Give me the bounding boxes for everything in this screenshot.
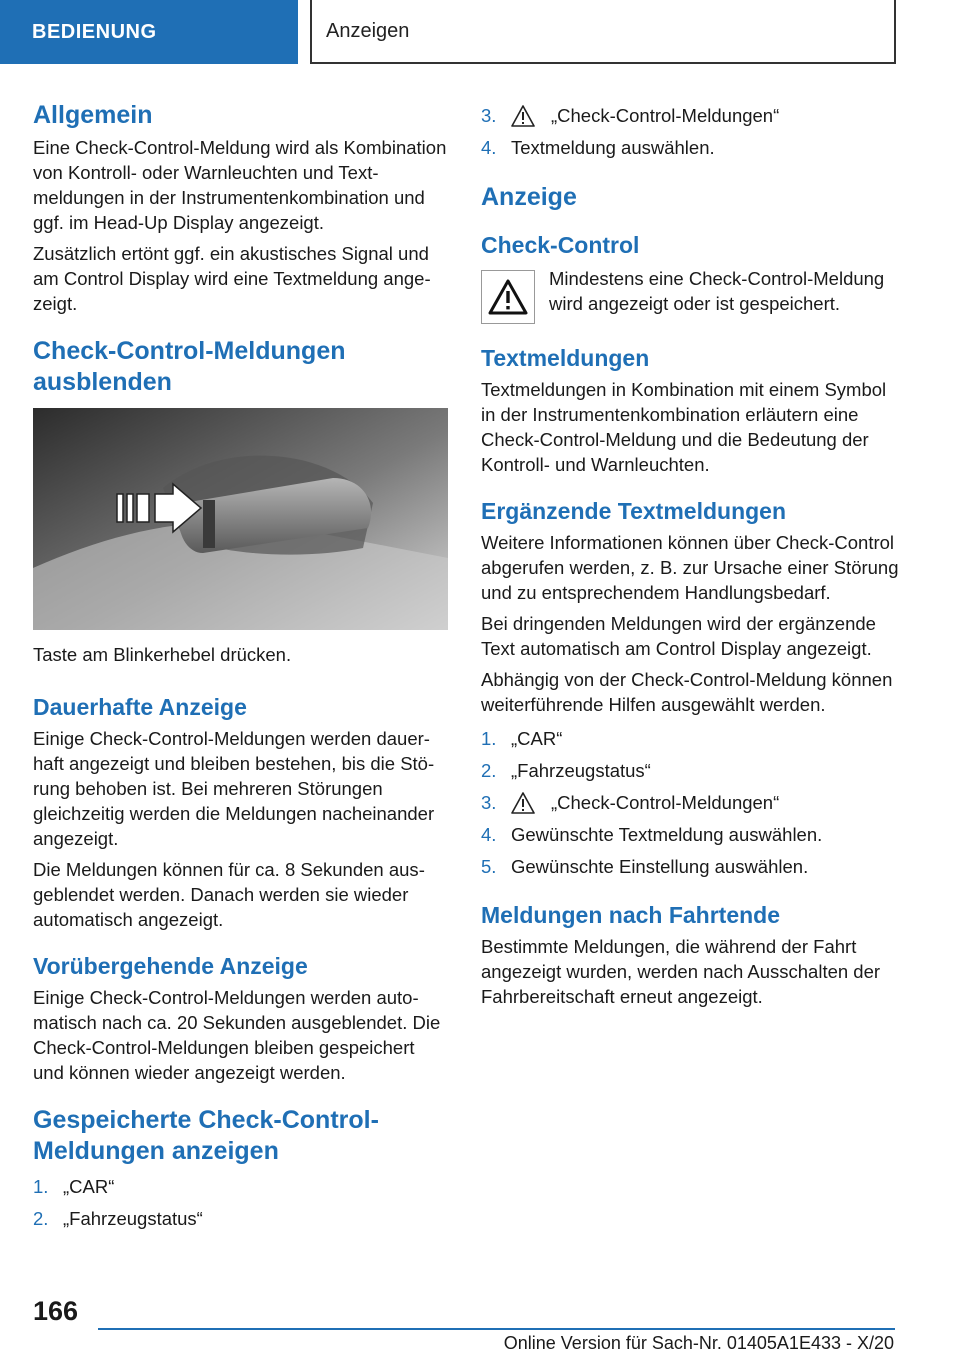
step-list	[481, 100, 901, 164]
list-item	[481, 755, 901, 787]
section-label: BEDIENUNG	[32, 20, 157, 43]
step-list	[481, 723, 901, 883]
step-text: „CAR“	[63, 1176, 115, 1197]
footer-version: Online Version für Sach-Nr. 01405A1E433 - X/20	[503, 1333, 894, 1353]
lever-illustration	[33, 408, 448, 630]
step-text: Gewünschte Textmeldung auswählen.	[511, 824, 823, 845]
heading-anzeige: Anzeige	[481, 183, 577, 211]
step-text: „Check-Control-Meldungen“	[551, 792, 780, 813]
paragraph: Textmeldungen in Kombination mit einem Symbol in der Instrumentenkombination erläutern eine Check-Control-Meldung und die Bedeutung der Kontroll- und Warnleuchten.	[481, 379, 887, 475]
step-number: 2.	[33, 1208, 49, 1229]
warning-triangle-icon	[511, 792, 535, 814]
paragraph: Einige Check-Control-Meldungen werden dauerhaft angezeigt und bleiben bestehen, bis die Störung behoben ist. Bei mehreren Störungen gleichzeitig werden die Meldungen nacheinander angezeigt.	[33, 728, 435, 849]
check-control-symbol-row	[481, 266, 901, 324]
step-text: „Fahrzeugstatus“	[511, 760, 651, 781]
chapter-header	[310, 0, 896, 64]
paragraph: Mindestens eine Check-Control-Meldung wird angezeigt oder ist gespeichert.	[549, 268, 885, 314]
list-item	[481, 851, 901, 883]
list-item	[33, 1203, 448, 1235]
step-text: Textmeldung auswählen.	[511, 137, 715, 158]
list-item	[481, 723, 901, 755]
footer-divider	[98, 1328, 895, 1330]
step-text: „CAR“	[511, 728, 563, 749]
left-column	[33, 100, 448, 1239]
heading-voruebergehende-anzeige: Vorübergehende Anzeige	[33, 953, 308, 979]
heading-check-control: Check-Control	[481, 232, 640, 258]
step-number: 4.	[481, 824, 497, 845]
list-item	[481, 132, 901, 164]
step-text: Gewünschte Einstellung auswählen.	[511, 856, 809, 877]
step-number: 3.	[481, 792, 497, 813]
heading-allgemein: Allgemein	[33, 101, 153, 129]
step-number: 3.	[481, 105, 497, 126]
chapter-title: Anzeigen	[326, 19, 410, 42]
step-text: „Check-Control-Meldungen“	[551, 105, 780, 126]
turn-signal-lever-photo	[33, 408, 448, 630]
heading-ausblenden: Check-Control-Meldungen ausblenden	[33, 337, 346, 396]
paragraph: Zusätzlich ertönt ggf. ein akustisches Signal und am Control Display wird eine Textmeldung angezeigt.	[33, 243, 431, 314]
heading-meldungen-nach-fahrtende: Meldungen nach Fahrtende	[481, 902, 781, 928]
step-number: 5.	[481, 856, 497, 877]
step-number: 1.	[33, 1176, 49, 1197]
list-item	[481, 819, 901, 851]
paragraph: Abhängig von der Check-Control-Meldung können weiterführende Hilfen ausgewählt werden.	[481, 669, 893, 715]
paragraph: Bestimmte Meldungen, die während der Fahrt angezeigt wurden, werden nach Ausschalten der Fahrbereitschaft erneut angezeigt.	[481, 936, 881, 1007]
heading-textmeldungen: Textmeldungen	[481, 345, 650, 371]
heading-gespeicherte-meldungen: Gespeicherte Check-Control-Meldungen anzeigen	[33, 1106, 379, 1165]
warning-triangle-icon	[488, 279, 528, 315]
list-item	[481, 787, 901, 819]
paragraph: Einige Check-Control-Meldungen werden automatisch nach ca. 20 Sekunden ausgeblendet. Die Check-Control-Meldungen bleiben gespeichert und können wieder angezeigt werden.	[33, 987, 441, 1083]
step-number: 1.	[481, 728, 497, 749]
heading-ergaenzende-textmeldungen: Ergänzende Textmeldungen	[481, 498, 787, 524]
right-column	[481, 100, 901, 1015]
photo-caption: Taste am Blinkerhebel drücken.	[33, 644, 292, 665]
paragraph: Eine Check-Control-Meldung wird als Kombination von Kontroll- oder Warnleuchten und Textmeldungen in der Instrumentenkombination und ggf. im Head-Up Display angezeigt.	[33, 137, 447, 233]
paragraph: Weitere Informationen können über Check-Control abgerufen werden, z. B. zur Ursache einer Störung und zu entsprechendem Handlungsbedarf.	[481, 532, 899, 603]
page-number: 166	[33, 1296, 79, 1326]
section-tab	[0, 0, 298, 64]
step-number: 4.	[481, 137, 497, 158]
list-item	[481, 100, 901, 132]
list-item	[33, 1171, 448, 1203]
step-list	[33, 1171, 448, 1235]
step-number: 2.	[481, 760, 497, 781]
warning-triangle-icon	[511, 105, 535, 127]
check-control-icon	[481, 270, 535, 324]
step-text: „Fahrzeugstatus“	[63, 1208, 203, 1229]
heading-dauerhafte-anzeige: Dauerhafte Anzeige	[33, 694, 247, 720]
paragraph: Die Meldungen können für ca. 8 Sekunden ausgeblendet werden. Danach werden sie wieder automatisch angezeigt.	[33, 859, 425, 930]
paragraph: Bei dringenden Meldungen wird der ergänzende Text automatisch am Control Display angezeigt.	[481, 613, 876, 659]
